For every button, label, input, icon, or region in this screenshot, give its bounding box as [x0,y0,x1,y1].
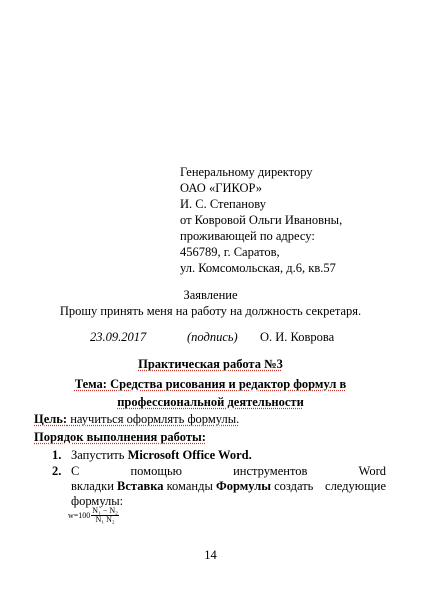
formula [68,507,119,524]
addressee-line: 456789, г. Саратов, [180,245,280,259]
step-2-text: создать [270,479,314,493]
step-2-line-2-left [71,479,313,493]
step-1-app-name: Microsoft Office Word. [127,448,252,462]
step-2-line-3: формулы: [71,494,124,508]
step-1-prefix: Запустить [71,448,128,462]
formula-numerator: N₁ − N₂ [92,506,118,515]
goal-line [34,412,239,426]
addressee-line: ул. Комсомольская, д.6, кв.57 [180,261,336,275]
formula-denominator: N₁ N₂ [95,515,115,524]
practical-title-text: Практическая работа №3 [138,357,283,371]
topic-line-2 [0,395,421,409]
procedure-heading [34,430,206,444]
goal-text: научиться оформлять формулы. [67,412,240,426]
goal-label: Цель: [34,412,68,426]
addressee-line: от Ковровой Ольги Ивановны, [180,213,343,227]
statement-date: 23.09.2017 [90,330,147,344]
practical-title [0,357,421,371]
step-2-word: Word [358,464,386,478]
step-2-text: команды [163,479,216,493]
topic-line-1 [0,377,421,391]
step-2-number: 2. [52,464,62,478]
step-2-formulas-command: Формулы [216,479,271,493]
formula-lhs: w=100 [68,510,91,520]
step-2-word: инструментов [233,464,308,478]
step-1-number: 1. [52,448,62,462]
step-2-insert-tab: Вставка [117,479,164,493]
signer-name: О. И. Коврова [260,330,335,344]
addressee-line: Генеральному директору [180,165,313,179]
step-1-text [71,448,252,462]
topic-line-2-text: профессиональной деятельности [117,395,304,409]
step-2-text: вкладки [71,479,118,493]
step-2-line-1 [71,464,386,478]
step-2-line-2 [71,479,386,493]
addressee-line: И. С. Степанову [180,197,266,211]
statement-title: Заявление [183,288,238,302]
formula-fraction [91,507,119,524]
procedure-heading-text: Порядок выполнения работы: [34,430,206,444]
statement-body: Прошу принять меня на работу на должность секретаря. [59,304,362,318]
step-2-word: С [71,464,80,478]
step-2-word: помощью [130,464,182,478]
step-2-line-2-right: следующие [325,479,386,493]
addressee-line: проживающей по адресу: [180,229,315,243]
topic-line-1-text: Тема: Средства рисования и редактор формул в [74,377,347,391]
addressee-line: ОАО «ГИКОР» [180,181,263,195]
signature-placeholder: (подпись) [187,330,238,344]
page-number: 14 [204,548,217,562]
